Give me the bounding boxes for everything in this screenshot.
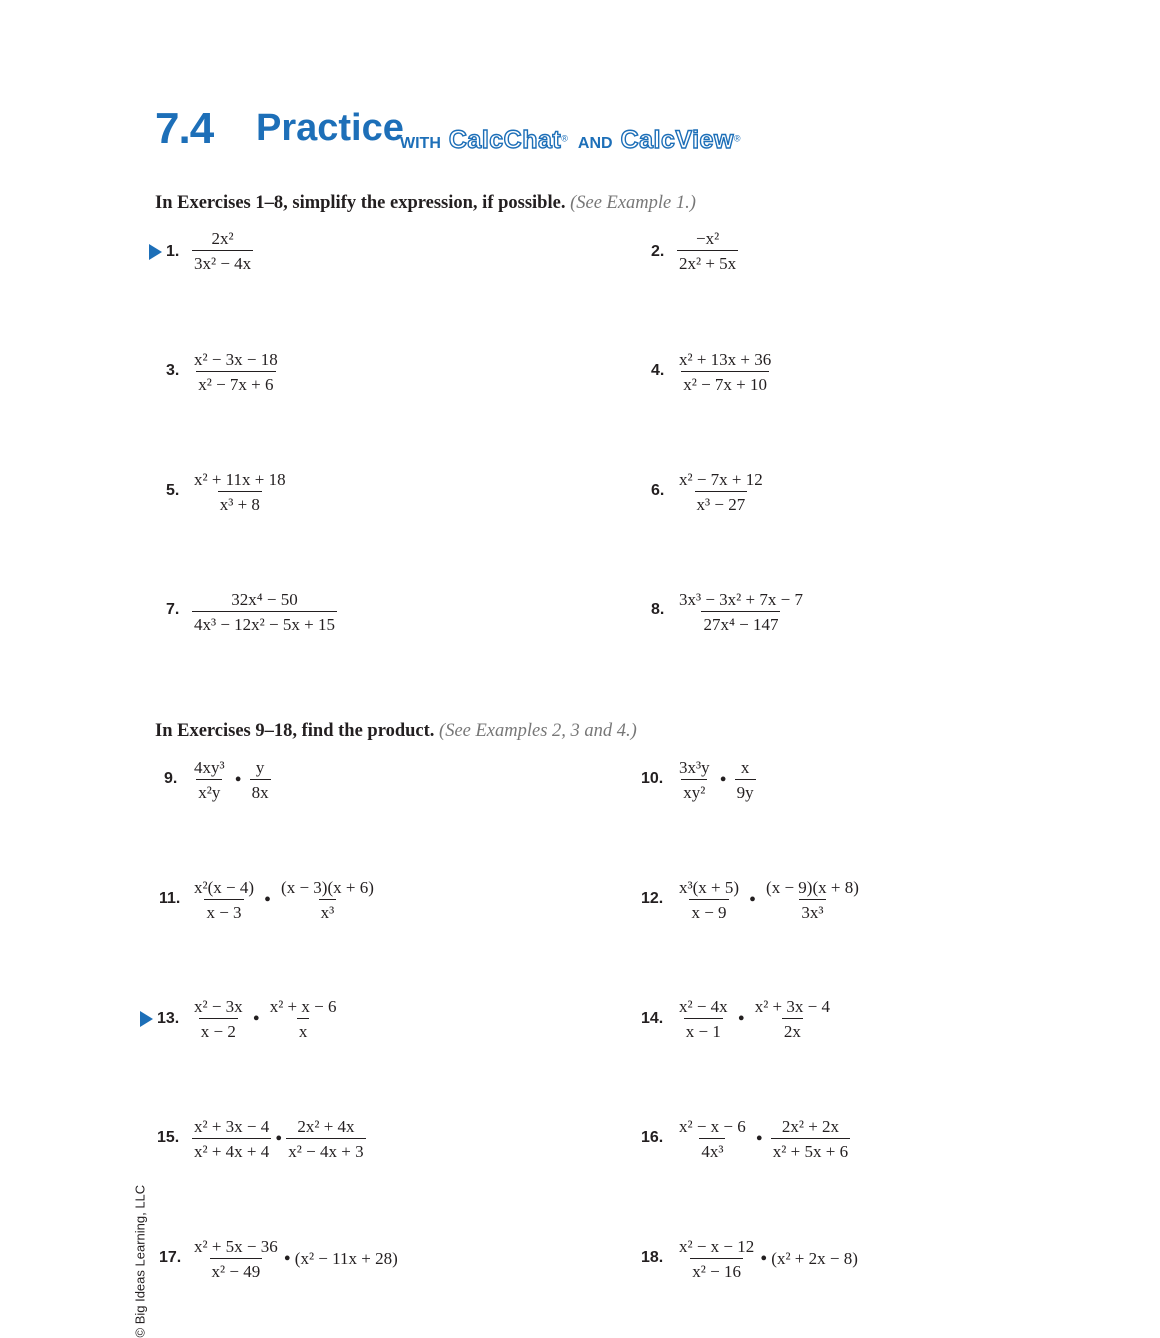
product-dot: • [234,769,242,791]
fraction: $\frac{\text{x² − 7x + 12}}{\text{x³ − 27}}$ [679,470,763,514]
product-dot: • [719,769,727,791]
exercise-10-expression [677,759,756,801]
exercise-12-expression [677,879,861,921]
exercise-3-expression [192,351,280,393]
product-dot: • [264,889,272,911]
fraction: $\frac{(x - 9)(x + 8)}{\text{3x³}}$ [766,878,859,922]
header-tools [400,126,741,155]
section-title: Practice [256,107,404,149]
fraction: $\frac{\text{x³(x + 5)}}{x - 9}$ [679,878,740,922]
product-dot: • [760,1248,768,1270]
fraction: $\frac{\text{x² + 3x − 4}}{2x}$ [754,997,830,1041]
fraction: $\frac{\text{x² − 3x − 18}}{\text{x² − 7x + 6}}$ [194,350,278,394]
polynomial-factor: (x² − 11x + 28) [294,1249,398,1268]
fraction: $\frac{\text{3x³y}}{\text{xy²}}$ [679,758,710,802]
exercise-7-expression [192,591,337,633]
exercise-2-expression [677,230,738,272]
exercise-number: 6. [651,482,665,499]
exercise-number: 14. [641,1010,664,1027]
registered-mark: ® [561,133,568,144]
example-reference[interactable]: (See Example 1.) [570,193,696,213]
fraction: $\frac{\text{32x⁴ − 50}}{\text{4x³ − 12x² − 5x + 15}}$ [194,590,335,634]
exercise-13-expression [192,998,338,1040]
exercise-14-expression [677,998,832,1040]
exercise-1-expression [192,230,253,272]
instruction-1-8 [155,193,696,214]
fraction: $\frac{\text{x² + 11x + 18}}{\text{x³ + 8}}$ [194,470,286,514]
exercise-number: 12. [641,890,664,907]
fraction: $\frac{\text{3x³ − 3x² + 7x − 7}}{\text{27x⁴ − 147}}$ [679,590,803,634]
fraction: $\frac{\text{x² + 13x + 36}}{\text{x² − 7x + 10}}$ [679,350,772,394]
product-dot: • [749,889,757,911]
fraction: $\frac{\text{x²(x − 4)}}{x - 3}$ [194,878,255,922]
fraction: $\frac{x}{9y}$ [736,758,754,802]
registered-mark: ® [733,133,741,144]
polynomial-factor: (x² + 2x − 8) [771,1249,858,1268]
fraction: $\frac{\text{x² − 3x}}{x - 2}$ [194,997,243,1041]
exercise-number: 3. [166,362,180,379]
exercise-8-expression [677,591,805,633]
fraction: $\frac{\text{2x² + 2x}}{\text{x² + 5x + 6}}$ [772,1117,849,1161]
exercise-number: 5. [166,482,180,499]
calcview-logo[interactable]: CalcView [620,126,734,154]
fraction: $\frac{\text{−x²}}{\text{2x² + 5x}}$ [679,229,737,273]
example-reference[interactable]: (See Examples 2, 3 and 4.) [439,721,637,741]
exercise-9-expression [192,759,271,801]
fraction: $\frac{\text{x² − 4x}}{x - 1}$ [679,997,728,1041]
exercise-number: 18. [641,1249,664,1266]
product-dot: • [275,1128,283,1150]
exercise-number: 17. [159,1249,182,1266]
product-dot: • [283,1248,291,1270]
section-number: 7.4 [155,104,214,153]
instruction-text: In Exercises 1–8, simplify the expression, if possible. [155,193,566,213]
exercise-number: 11. [159,890,181,907]
fraction: $\frac{\text{x² − x − 6}}{\text{4x³}}$ [679,1117,746,1161]
instruction-9-18 [155,721,637,742]
copyright-notice: © Big Ideas Learning, LLC [132,1184,148,1338]
fraction: $\frac{y}{8x}$ [251,758,269,802]
exercise-number: 4. [651,362,665,379]
product-dot: • [252,1008,260,1030]
video-play-icon[interactable] [140,1011,153,1027]
exercise-11-expression [192,879,376,921]
instruction-text: In Exercises 9–18, find the product. [155,721,435,741]
product-dot: • [737,1008,745,1030]
fraction: $\frac{\text{x² − x − 12}}{\text{x² − 16}}$ [679,1237,755,1281]
exercise-4-expression [677,351,773,393]
exercise-16-expression [677,1118,850,1160]
fraction: $\frac{\text{2x²}}{\text{3x² − 4x}}$ [194,229,252,273]
video-play-icon[interactable] [149,244,162,260]
exercise-17-expression [192,1238,398,1280]
fraction: $\frac{\text{x² + 3x − 4}}{\text{x² + 4x + 4}}$ [194,1117,270,1161]
exercise-number: 2. [651,243,665,260]
exercise-number: 15. [157,1129,180,1146]
fraction: $\frac{(x - 3)(x + 6)}{\text{x³}}$ [281,878,374,922]
exercise-15-expression [192,1118,366,1160]
exercise-number: 7. [166,601,180,618]
exercise-6-expression [677,471,765,513]
calcchat-logo[interactable]: CalcChat [448,126,562,154]
fraction: $\frac{\text{x² + 5x − 36}}{\text{x² − 49}}$ [194,1237,278,1281]
exercise-number: 8. [651,601,665,618]
exercise-number: 13. [157,1010,180,1027]
exercise-5-expression [192,471,288,513]
fraction: $\frac{\text{4xy³}}{\text{x²y}}$ [194,758,225,802]
fraction: $\frac{\text{x² + x − 6}}{x}$ [269,997,337,1041]
fraction: $\frac{\text{2x² + 4x}}{\text{x² − 4x + 3}}$ [288,1117,364,1161]
exercise-number: 16. [641,1129,664,1146]
exercise-18-expression [677,1238,858,1280]
and-label: AND [577,135,613,152]
exercise-number: 9. [164,770,178,787]
exercise-number: 10. [641,770,664,787]
with-label: WITH [400,135,441,152]
exercise-number: 1. [166,243,180,260]
product-dot: • [755,1128,763,1150]
